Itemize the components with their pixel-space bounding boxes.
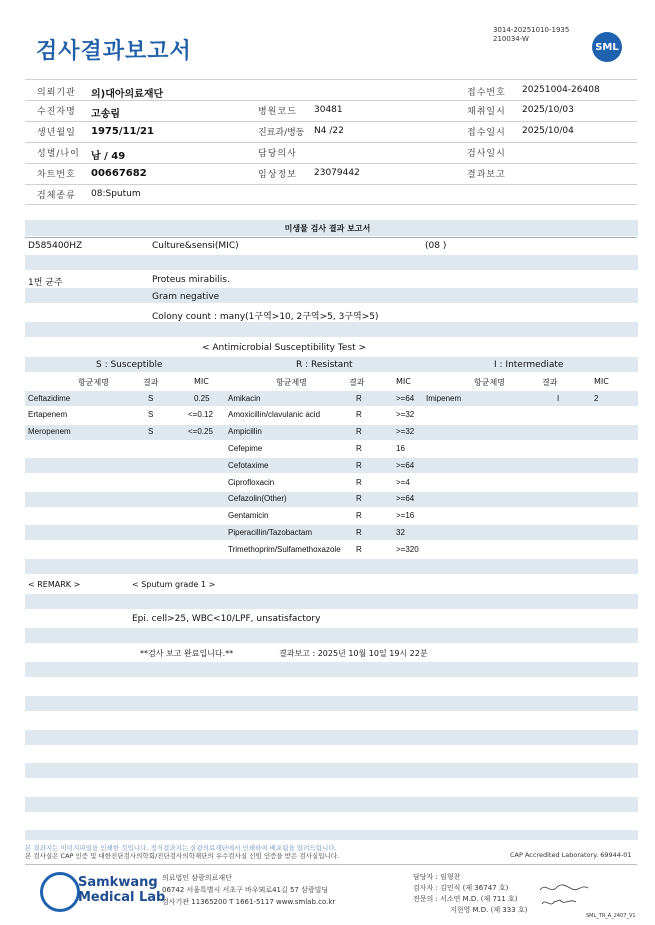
r-mic-6: >=64 (396, 494, 415, 503)
doctor-label: 담당의사 (258, 149, 297, 159)
r-drug-8: Piperacillin/Tazobactam (228, 528, 313, 537)
col-result-r: 결과 (349, 378, 365, 387)
sml-logo: SML (592, 32, 622, 62)
page-title: 검사결과보고서 (36, 39, 192, 64)
sex-age-value: 남 / 49 (91, 151, 126, 162)
cap-accreditation: CAP Accredited Laboratory. 69944-01 (510, 851, 632, 859)
staff-name-1: 김민식 (제 36747 호) (440, 884, 509, 892)
s-mic-0: 0.25 (194, 394, 210, 403)
i-result-0: I (557, 394, 560, 403)
r-result-9: R (356, 545, 362, 554)
receipt-no-label: 접수번호 (467, 88, 506, 98)
col-drug-s: 항균제명 (78, 378, 109, 387)
chart-no-label: 차트번호 (37, 170, 76, 180)
specimen-value: 08:Sputum (91, 189, 141, 199)
organism-label: 1번 균주 (28, 278, 63, 288)
form-code: SML_TR_A_2407_V1 (586, 913, 636, 919)
gram-stain: Gram negative (152, 292, 220, 302)
r-drug-9: Trimethoprim/Sulfamethoxazole (228, 545, 341, 554)
r-result-3: R (356, 444, 362, 453)
receipt-date-label: 접수일시 (467, 128, 506, 138)
institution-label: 의뢰기관 (37, 88, 76, 98)
ref-line-2: 210034-W (493, 35, 529, 43)
staff-role-1: 검사자 : (413, 884, 438, 892)
reference-number (493, 26, 569, 44)
staff-name-2: 서소연 M.D. (제 711 호) (440, 895, 518, 903)
birth-value: 1975/11/21 (91, 126, 154, 137)
birth-label: 생년월일 (37, 128, 76, 138)
organism-name: Proteus mirabilis. (152, 275, 230, 285)
col-result-s: 결과 (143, 378, 159, 387)
s-mic-1: <=0.12 (188, 410, 213, 419)
exam-date-label: 검사일시 (467, 149, 506, 159)
r-drug-2: Ampicillin (228, 427, 262, 436)
org-info (162, 872, 335, 908)
i-mic-0: 2 (594, 394, 599, 403)
colony-count: Colony count : many(1구역>10, 2구역>5, 3구역>5) (152, 312, 379, 322)
s-mic-2: <=0.25 (188, 427, 213, 436)
specimen-label: 검체종류 (37, 191, 76, 201)
s-drug-1: Ertapenem (28, 410, 68, 419)
col-mic-s: MIC (194, 377, 209, 386)
staff-role-2: 전문의 : (413, 895, 438, 903)
chart-no-value: 00667682 (91, 168, 147, 179)
footer-note-2: 본 검사실은 CAP 인증 및 대한진단검사의학회/진단검사의학재단의 우수검사실 신임 인증을 받은 검사실입니다. (25, 852, 340, 860)
r-mic-8: 32 (396, 528, 405, 537)
section-title: 미생물 검사 결과 보고서 (284, 224, 371, 233)
r-drug-5: Ciprofloxacin (228, 478, 275, 487)
legend-susceptible: S : Susceptible (96, 360, 163, 370)
remark-text: Epi. cell>25, WBC<10/LPF, unsatisfactory (132, 614, 321, 624)
staff-role-0: 담당자 : (413, 873, 438, 881)
col-mic-r: MIC (396, 377, 411, 386)
hospital-code-label: 병원코드 (258, 107, 297, 117)
brand-name (78, 875, 165, 905)
r-drug-4: Cefotaxime (228, 461, 269, 470)
legend-intermediate: I : Intermediate (494, 360, 564, 370)
col-mic-i: MIC (594, 377, 609, 386)
i-drug-0: Imipenem (426, 394, 462, 403)
r-mic-2: >=32 (396, 427, 415, 436)
s-result-0: S (148, 394, 154, 403)
clinical-value: 23079442 (314, 168, 360, 178)
s-drug-2: Meropenem (28, 427, 71, 436)
r-mic-3: 16 (396, 444, 405, 453)
clinical-label: 임상정보 (258, 170, 297, 180)
samkwang-logo-icon (40, 872, 80, 912)
r-result-2: R (356, 427, 362, 436)
staff-list (413, 872, 527, 916)
s-result-1: S (148, 410, 154, 419)
r-result-4: R (356, 461, 362, 470)
org-name: 의료법인 삼광의료재단 (162, 874, 232, 882)
dept-value: N4 /22 (314, 126, 344, 136)
receipt-date-value: 2025/10/04 (522, 126, 574, 136)
r-mic-0: >=64 (396, 394, 415, 403)
patient-label: 수진자명 (37, 107, 76, 117)
r-result-1: R (356, 410, 362, 419)
legend-resistant: R : Resistant (296, 360, 353, 370)
s-result-2: S (148, 427, 154, 436)
r-mic-9: >=320 (396, 545, 419, 554)
test-code: D585400HZ (28, 241, 83, 251)
r-mic-5: >=4 (396, 478, 410, 487)
collect-date-label: 채취일시 (467, 107, 506, 117)
r-mic-7: >=16 (396, 511, 415, 520)
r-drug-7: Gentamicin (228, 511, 269, 520)
brand-line-1: Samkwang (78, 875, 158, 890)
report-complete: **검사 보고 완료입니다.** (140, 649, 234, 658)
signature-image (536, 880, 592, 910)
s-drug-0: Ceftazidime (28, 394, 71, 403)
ref-line-1: 3014-20251010-1935 (493, 26, 570, 34)
collect-date-value: 2025/10/03 (522, 105, 574, 115)
staff-name-0: 임형찬 (440, 873, 461, 881)
col-drug-i: 항균제명 (474, 378, 505, 387)
institution-value: 의)대아의료재단 (91, 89, 164, 100)
col-result-i: 결과 (542, 378, 558, 387)
ast-title: < Antimicrobial Susceptibility Test > (202, 343, 366, 353)
brand-line-2: Medical Lab (78, 890, 166, 905)
remark-label: < REMARK > (28, 580, 81, 589)
r-drug-1: Amoxicillin/clavulanic acid (228, 410, 321, 419)
test-name: Culture&sensi(MIC) (152, 241, 239, 251)
r-result-0: R (356, 394, 362, 403)
r-mic-4: >=64 (396, 461, 415, 470)
remark-title: < Sputum grade 1 > (132, 580, 216, 589)
r-result-5: R (356, 478, 362, 487)
hospital-code-value: 30481 (314, 105, 343, 115)
r-result-7: R (356, 511, 362, 520)
r-drug-0: Amikacin (228, 394, 261, 403)
receipt-no-value: 20251004-26408 (522, 85, 600, 95)
r-drug-3: Cefepime (228, 444, 263, 453)
r-drug-6: Cefazolin(Other) (228, 494, 287, 503)
test-number: (08 ) (425, 241, 447, 251)
col-drug-r: 항균제명 (276, 378, 307, 387)
report-time: 결과보고 : 2025년 10월 10일 19시 22분 (279, 649, 428, 658)
report-label: 결과보고 (467, 170, 506, 180)
sex-age-label: 성별/나이 (37, 149, 80, 159)
org-contact: 검사기관 11365200 T 1661-5117 www.smlab.co.kr (162, 898, 336, 906)
staff-name-3: 지현영 M.D. (제 333 호) (450, 906, 528, 914)
patient-value: 고송림 (91, 109, 120, 120)
r-result-8: R (356, 528, 362, 537)
org-address: 06742 서울특별시 서초구 바우뫼로41길 57 삼광빌딩 (162, 886, 329, 894)
r-mic-1: >=32 (396, 410, 415, 419)
dept-label: 진료과/병동 (258, 128, 305, 138)
r-result-6: R (356, 494, 362, 503)
footer-note-1: 본 결과지는 이미지파일을 인쇄한 것입니다. 정식결과지는 삼광의료재단에서 인쇄하여 배포됨을 알려드립니다. (25, 844, 337, 852)
